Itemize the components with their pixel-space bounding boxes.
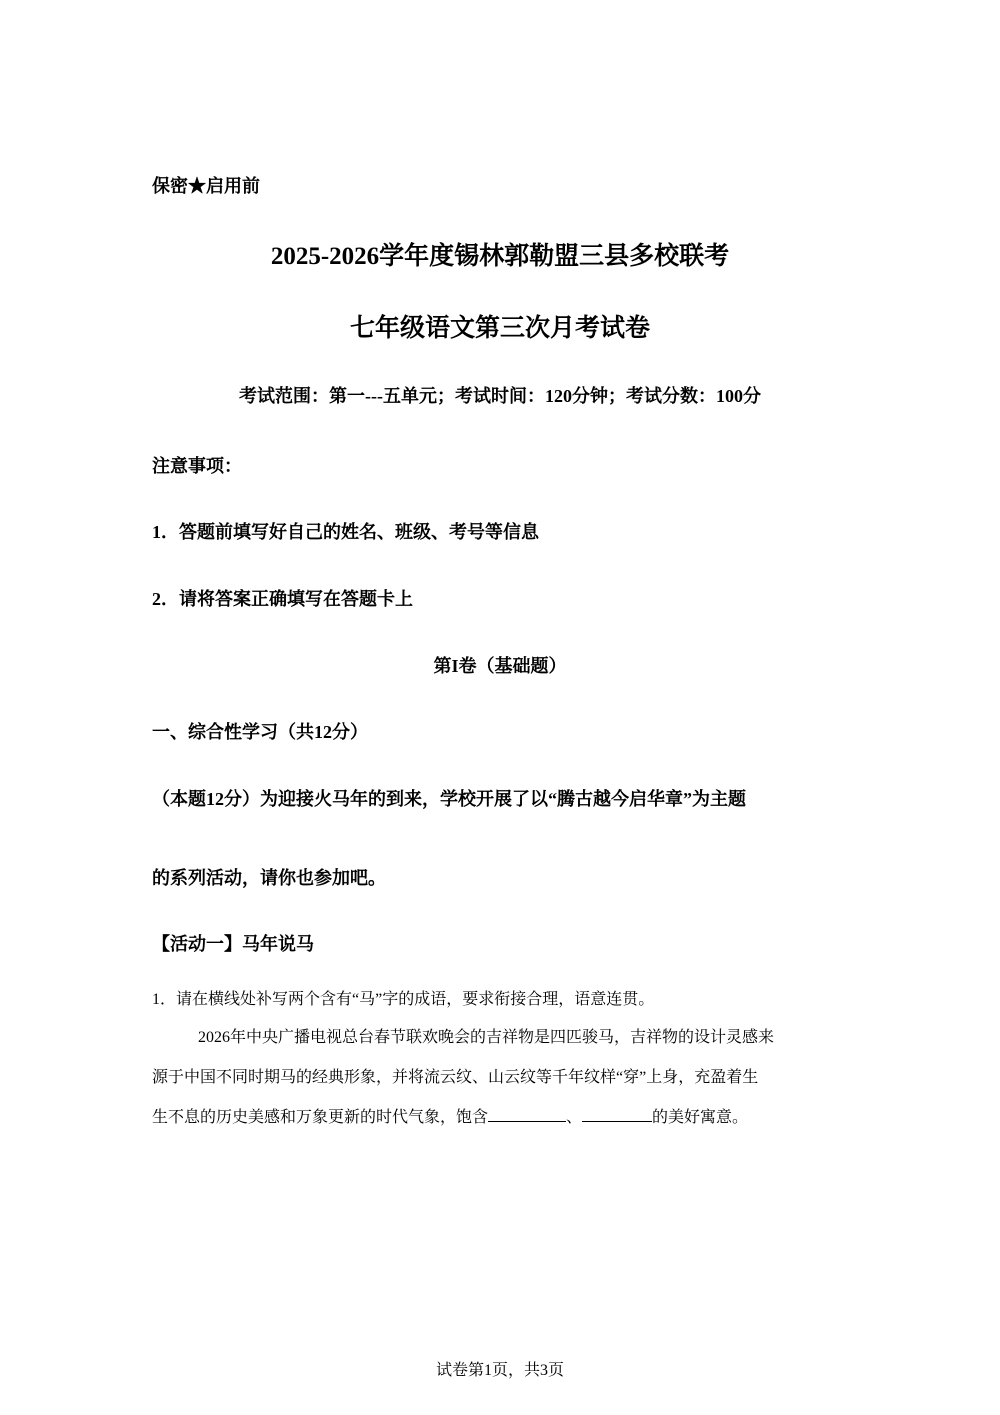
passage-separator: 、 (566, 1109, 583, 1126)
passage-line: 2026年中央广播电视总台春节联欢晚会的吉祥物是四匹骏马，吉祥物的设计灵感来 (198, 1029, 775, 1046)
answer-blank-2[interactable] (582, 1107, 652, 1122)
activity-heading: 【活动一】马年说马 (152, 934, 314, 954)
passage-text: 生不息的历史美感和万象更新的时代气象，饱含 (152, 1109, 489, 1126)
notice-heading: 注意事项： (152, 456, 242, 476)
section-intro-line: 的系列活动，请你也参加吧。 (152, 868, 386, 888)
section-heading: 一、综合性学习（共12分） (152, 722, 368, 742)
confidential-label: 保密★启用前 (152, 176, 260, 196)
exam-title-line-1: 2025-2026学年度锡林郭勒盟三县多校联考 (270, 243, 730, 270)
volume-title: 第I卷（基础题） (433, 656, 567, 676)
question-prompt: 1．请在横线处补写两个含有“马”字的成语，要求衔接合理，语意连贯。 (152, 991, 655, 1008)
section-intro-line: （本题12分）为迎接火马年的到来，学校开展了以“腾古越今启华章”为主题 (152, 789, 746, 809)
exam-title-line-2: 七年级语文第三次月考试卷 (349, 315, 650, 342)
passage-text: 的美好寓意。 (652, 1109, 749, 1126)
notice-item: 1．答题前填写好自己的姓名、班级、考号等信息 (152, 522, 539, 542)
exam-info: 考试范围：第一---五单元；考试时间：120分钟；考试分数：100分 (239, 386, 761, 406)
page-footer: 试卷第1页，共3页 (435, 1362, 564, 1379)
notice-item: 2．请将答案正确填写在答题卡上 (152, 589, 413, 609)
passage-line (152, 1104, 748, 1127)
answer-blank-1[interactable] (488, 1107, 566, 1122)
passage-line: 源于中国不同时期马的经典形象，并将流云纹、山云纹等千年纹样“穿”上身，充盈着生 (152, 1069, 759, 1086)
